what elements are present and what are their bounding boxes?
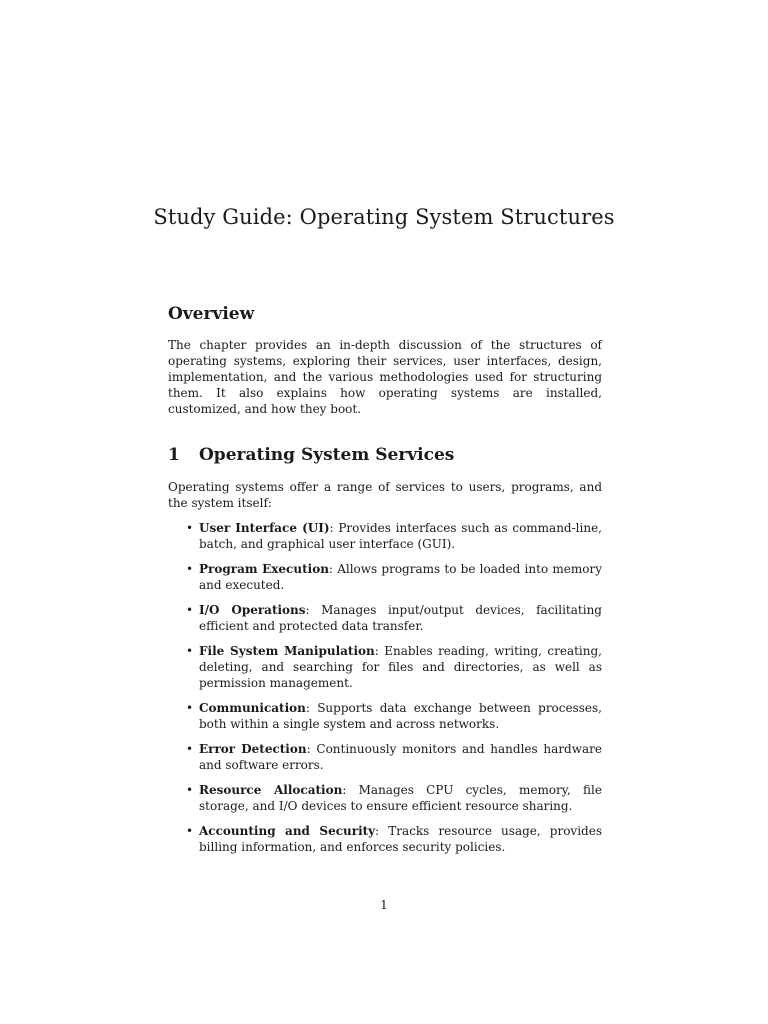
item-description: : Continuously monitors and handles hardware and software errors. bbox=[199, 742, 602, 772]
item-term: Program Execution bbox=[199, 562, 329, 576]
bullet-icon: • bbox=[186, 644, 194, 658]
list-item bbox=[168, 520, 602, 552]
item-description: : Manages CPU cycles, memory, file storage, and I/O devices to ensure efficient resource sharing. bbox=[199, 783, 602, 813]
section-intro-paragraph: Operating systems offer a range of services to users, programs, and the system itself: bbox=[168, 480, 602, 510]
bullet-icon: • bbox=[186, 701, 194, 715]
overview-paragraph: The chapter provides an in-depth discussion of the structures of operating systems, exploring their services, user interfaces, design, implementation, and the various methodologies used for structuring them. It also explains how operating systems are installed, customized, and how they boot. bbox=[168, 338, 602, 416]
list-item bbox=[168, 700, 602, 732]
item-term: I/O Operations bbox=[199, 603, 306, 617]
bullet-icon: • bbox=[186, 783, 194, 797]
list-item bbox=[168, 602, 602, 634]
item-term: Resource Allocation bbox=[199, 783, 343, 797]
overview-heading: Overview bbox=[168, 304, 255, 324]
bullet-icon: • bbox=[186, 603, 194, 617]
item-term: Error Detection bbox=[199, 742, 307, 756]
item-term: File System Manipulation bbox=[199, 644, 375, 658]
item-description: : Provides interfaces such as command-line, batch, and graphical user interface (GUI). bbox=[199, 521, 602, 551]
item-description: : Allows programs to be loaded into memory and executed. bbox=[199, 562, 602, 592]
section-heading bbox=[168, 443, 602, 467]
document-body bbox=[168, 302, 602, 864]
item-description: : Manages input/output devices, facilitating efficient and protected data transfer. bbox=[199, 603, 602, 633]
item-description: : Supports data exchange between processes, both within a single system and across networks. bbox=[199, 701, 602, 731]
list-item bbox=[168, 643, 602, 691]
list-item bbox=[168, 782, 602, 814]
item-term: Communication bbox=[199, 701, 306, 715]
item-description: : Enables reading, writing, creating, deleting, and searching for files and directories, as well as permission management. bbox=[199, 644, 602, 690]
page-number: 1 bbox=[380, 898, 388, 912]
section-number: 1 bbox=[168, 445, 180, 465]
item-description: : Tracks resource usage, provides billing information, and enforces security policies. bbox=[199, 824, 602, 854]
list-item bbox=[168, 741, 602, 773]
list-item bbox=[168, 561, 602, 593]
bullet-icon: • bbox=[186, 521, 194, 535]
item-term: User Interface (UI) bbox=[199, 521, 330, 535]
services-list bbox=[168, 520, 602, 855]
bullet-icon: • bbox=[186, 562, 194, 576]
bullet-icon: • bbox=[186, 824, 194, 838]
document-title: Study Guide: Operating System Structures bbox=[153, 205, 615, 229]
section-title: Operating System Services bbox=[199, 445, 455, 465]
bullet-icon: • bbox=[186, 742, 194, 756]
item-term: Accounting and Security bbox=[199, 824, 376, 838]
list-item bbox=[168, 823, 602, 855]
